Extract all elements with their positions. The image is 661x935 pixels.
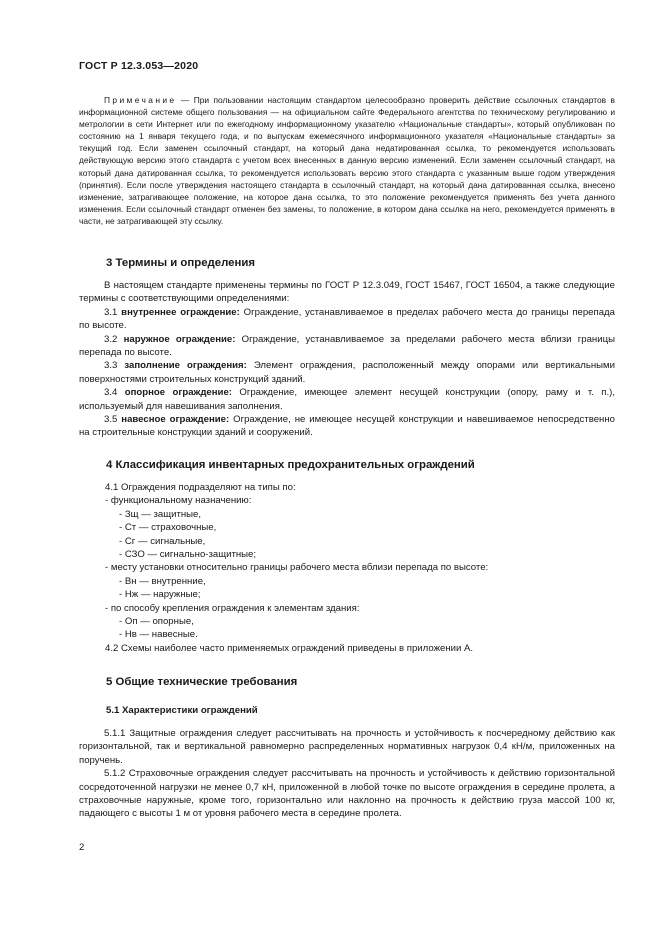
section-3-body [79, 279, 615, 440]
list-item: - по способу крепления ограждения к элементам здания: [105, 602, 360, 614]
list-item: - СЗО — сигнально-защитные; [119, 549, 257, 561]
clause-4-1: 4.1 Ограждения подразделяют на типы по: [105, 482, 296, 493]
section-3-title: 3 Термины и определения [106, 257, 256, 269]
clause-5-1-1: 5.1.1 Защитные ограждения следует рассчитывать на прочность и устойчивость к посчередному действию как горизонтальной, так и вертикальной равномерно распределенных нормативных нагрузок 0,4 кН/м, приложенных на поручень. [79, 728, 615, 766]
list-item: - Вн — внутренние, [119, 575, 206, 587]
list-item: - функциональному назначению: [105, 495, 252, 507]
section-5-title: 5 Общие технические требования [106, 676, 298, 688]
section-4-body [79, 481, 615, 655]
list-item: - Оп — опорные, [119, 616, 194, 628]
section-4-title: 4 Классификация инвентарных предохранительных ограждений [106, 459, 475, 471]
term-3-5: 3.5 навесное ограждение: Ограждение, не имеющее несущей конструкции и навешиваемое непосредственно на строительные конструкции зданий и сооружений. [79, 414, 615, 439]
term-3-3: 3.3 заполнение ограждения: Элемент ограждения, расположенный между опорами или вертикальными поверхностями строительных конструкций зданий. [79, 360, 615, 385]
page-number: 2 [79, 842, 85, 853]
document-header: ГОСТ Р 12.3.053—2020 [79, 60, 199, 72]
list-item: - Нж — наружные; [119, 589, 201, 601]
term-3-2: 3.2 наружное ограждение: Ограждение, устанавливаемое за пределами рабочего места вблизи границы перепада по высоте. [79, 333, 615, 359]
note-paragraph [79, 94, 615, 227]
term-3-4: 3.4 опорное ограждение: Ограждение, имеющее элемент несущей конструкции (опору, раму и т. п.), используемый для навешивания заполнения. [79, 387, 615, 412]
note-text: — При пользовании настоящим стандартом целесообразно проверить действие ссылочных стандартов в информационной системе общего пользования — на официальном сайте Федерального агентства по техническому регулированию и метрологии в сети Интернет или по ежегодному информационному указателю «Национальные стандарты», который опубликован по состоянию на 1 января текущего года, и по выпускам ежемесячного информационного указателя «Национальные стандарты» за текущий год. Если заменен ссылочный стандарт, на который дана недатированная ссылка, то рекомендуется использовать действующую версию этого стандарта с учетом всех внесенных в данную версию изменений. Если заменен ссылочный стандарт, на который дана датированная ссылка, то рекомендуется использовать версию этого стандарта с указанным выше годом утверждения (принятия). Если после утверждения настоящего стандарта в ссылочный стандарт, на который дана датированная ссылка, внесено изменение, затрагивающее положение, на которое дана ссылка, то это положение рекомендуется применять без учета данного изменения. Если ссылочный стандарт отменен без замены, то положение, в котором дана ссылка на него, рекомендуется применять в части, не затрагивающей эту ссылку. [79, 95, 615, 226]
section-3-intro: В настоящем стандарте применены термины по ГОСТ Р 12.3.049, ГОСТ 15467, ГОСТ 16504, а также следующие термины с соответствующими определениями: [79, 280, 615, 305]
list-item: - Ст — страховочные, [119, 522, 217, 534]
term-3-1: 3.1 внутреннее ограждение: Ограждение, устанавливаемое в пределах рабочего места до границы перепада по высоте. [79, 306, 615, 332]
clause-4-2: 4.2 Схемы наиболее часто применяемых ограждений приведены в приложении А. [105, 642, 474, 654]
list-item: - Зщ — защитные, [119, 508, 202, 520]
list-item: - месту установки относительно границы рабочего места вблизи перепада по высоте: [105, 562, 489, 574]
clause-5-1-2: 5.1.2 Страховочные ограждения следует рассчитывать на прочность и устойчивость к действию горизонтальной сосредоточенной нагрузки не менее 0,7 кН, приложенной в любой точке по высоте ограждения в середине пролета, а страховочные наружные, кроме того, горизонтально или наклонно на прочность к действию груза массой 100 кг, падающего с высоты 1 м от уровня рабочего места в середине пролета. [79, 768, 615, 820]
subsection-5-1-title: 5.1 Характеристики ограждений [106, 705, 258, 716]
note-lead: Примечание [104, 95, 177, 105]
list-item: - Сг — сигнальные, [119, 535, 206, 547]
list-item: - Нв — навесные. [119, 629, 198, 641]
section-5-body [79, 727, 615, 821]
